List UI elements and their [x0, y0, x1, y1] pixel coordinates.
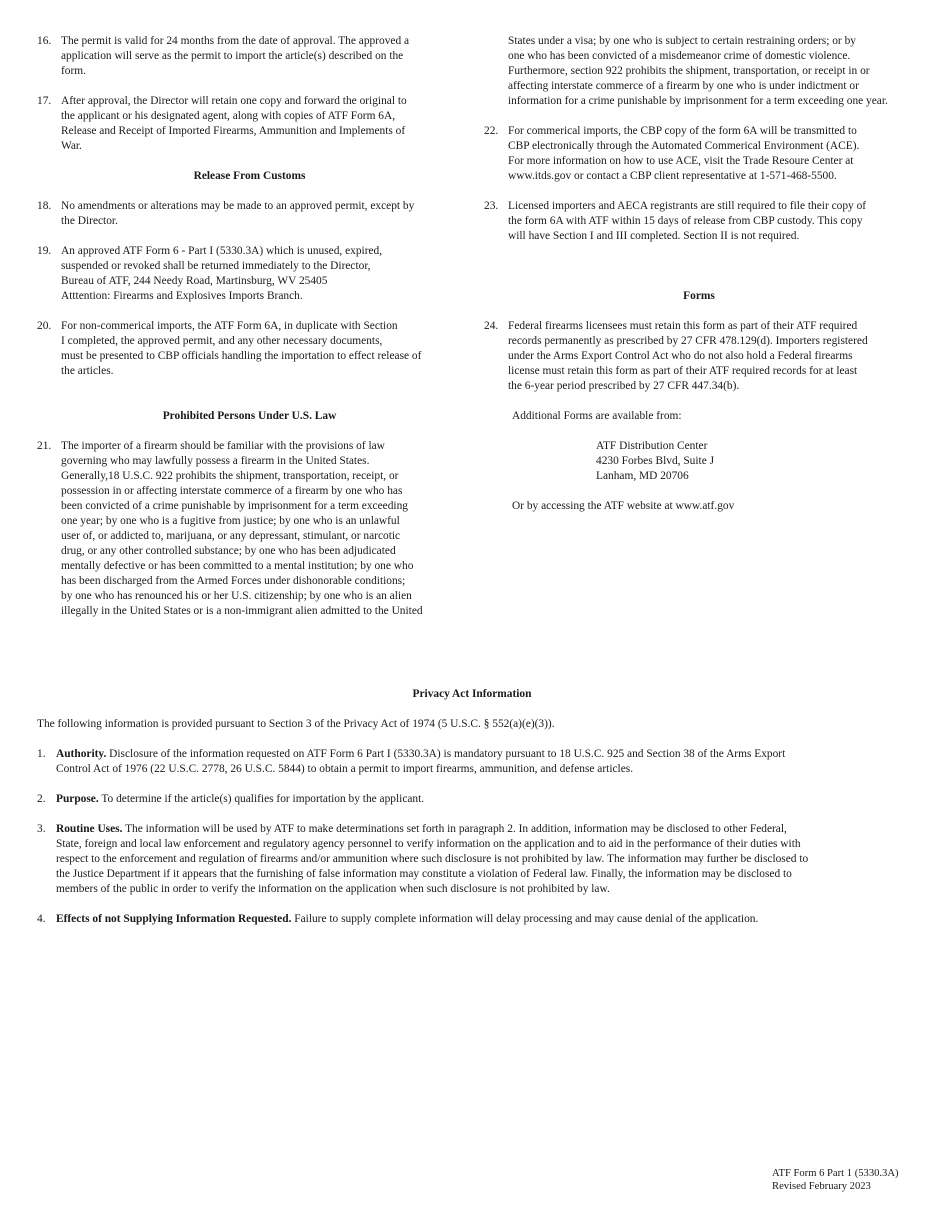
privacy-item-authority [37, 747, 907, 777]
item-text: An approved ATF Form 6 - Part I (5330.3A) which is unused, expired, suspended or revoked shall be returned immediately to the Director, Bureau of ATF, 244 Needy Road, Martinsburg, WV 25405 Atttention: Firearms and Explosives Imports Branch. [61, 245, 383, 302]
item-number: 20. [37, 320, 52, 332]
item-text: For commerical imports, the CBP copy of the form 6A will be transmitted to CBP electronically through the Automated Commerical Environment (ACE). For more information on how to use ACE, visit the Trade Resoure Center at www.itds.gov or contact a CBP client representative at 1-571-468-5500. [508, 125, 860, 182]
item-label: Purpose. [56, 793, 99, 805]
item-18 [37, 199, 462, 229]
item-number: 23. [484, 200, 499, 212]
item-text: To determine if the article(s) qualifies for importation by the applicant. [98, 793, 425, 805]
item-number: 3. [37, 823, 46, 835]
item-number: 1. [37, 748, 46, 760]
forms-heading: Forms [683, 290, 715, 302]
item-label: Authority. [56, 748, 107, 760]
item-number: 19. [37, 245, 52, 257]
item-text: Licensed importers and AECA registrants are still required to file their copy of the form 6A with ATF within 15 days of release from CBP custody. This copy will have Section I and III completed. Section II is not required. [508, 200, 867, 242]
distribution-address: ATF Distribution Center 4230 Forbes Blvd, Suite J Lanham, MD 20706 [596, 440, 715, 482]
item-number: 21. [37, 440, 52, 452]
privacy-act-section [37, 687, 907, 942]
item-number: 18. [37, 200, 52, 212]
item-label: Effects of not Supplying Information Requested. [56, 913, 292, 925]
additional-forms-note: Additional Forms are available from: [512, 410, 682, 422]
item-20 [37, 319, 462, 379]
privacy-item-purpose [37, 792, 907, 807]
item-text: States under a visa; by one who is subject to certain restraining orders; or by one who has been convicted of a misdemeanor crime of domestic violence. Furthermore, section 922 prohibits the shipment, transportation, or receipt in or affecting interstate commerce of a firearm by one who is under indictment or information for a crime punishable by imprisonment for a term exceeding one year. [508, 35, 888, 107]
item-number: 17. [37, 95, 52, 107]
item-text: Federal firearms licensees must retain this form as part of their ATF required records permanently as prescribed by 27 CFR 478.129(d). Importers registered under the Arms Export Control Act who do not also hold a Federal firearms license must retain this form as part of their ATF required records for at least the 6-year period prescribed by 27 CFR 447.34(b). [508, 320, 868, 392]
prohibited-heading: Prohibited Persons Under U.S. Law [162, 410, 337, 422]
item-number: 16. [37, 35, 52, 47]
item-text: Failure to supply complete information will delay processing and may cause denial of the application. [291, 913, 759, 925]
item-24 [484, 319, 914, 394]
privacy-item-routine-uses [37, 822, 907, 897]
item-text: For non-commerical imports, the ATF Form 6A, in duplicate with Section I completed, the approved permit, and any other necessary documents, must be presented to CBP officials handling the importation to effect release of the articles. [61, 320, 422, 377]
item-label: Routine Uses. [56, 823, 123, 835]
item-text: The permit is valid for 24 months from the date of approval. The approved a application will serve as the permit to import the article(s) described on the form. [61, 35, 410, 77]
item-21-continued [484, 34, 914, 109]
item-text: After approval, the Director will retain one copy and forward the original to the applicant or his designated agent, along with copies of ATF Form 6A, Release and Receipt of Imported Firearms, Ammunition and Implements of War. [61, 95, 407, 152]
item-number: 22. [484, 125, 499, 137]
privacy-item-effects [37, 912, 907, 927]
item-number: 2. [37, 793, 46, 805]
item-21 [37, 439, 462, 619]
right-column [484, 34, 914, 514]
item-22 [484, 124, 914, 184]
item-text: The importer of a firearm should be familiar with the provisions of law governing who may lawfully possess a firearm in the United States. Generally,18 U.S.C. 922 prohibits the shipment, transportation, receipt, or possession in or affecting interstate commerce of a firearm by one who has been convicted of a crime punishable by imprisonment for a term exceeding one year; by one who is a fugitive from justice; by one who is an unlawful user of, or addicted to, marijuana, or any depressant, stimulant, or narcotic drug, or any other controlled substance; by one who has been adjudicated mentally defective or has been committed to a mental institution; by one who has been discharged from the Armed Forces under dishonorable conditions; by one who has renounced his or her U.S. citizenship; by one who is an alien illegally in the United States or is a non-immigrant alien admitted to the United [61, 440, 423, 617]
item-text: Disclosure of the information requested on ATF Form 6 Part I (5330.3A) is mandatory pursuant to 18 U.S.C. 925 and Section 38 of the Arms Export Control Act of 1976 (22 U.S.C. 2778, 26 U.S.C. 5844) to obtain a permit to import firearms, ammunition, and defense articles. [56, 748, 786, 775]
item-number: 24. [484, 320, 499, 332]
item-23 [484, 199, 914, 244]
privacy-heading: Privacy Act Information [412, 688, 532, 700]
item-number: 4. [37, 913, 46, 925]
item-17 [37, 94, 462, 154]
website-note: Or by accessing the ATF website at www.atf.gov [512, 500, 735, 512]
release-heading: Release From Customs [193, 170, 306, 182]
item-16 [37, 34, 462, 79]
privacy-intro: The following information is provided pursuant to Section 3 of the Privacy Act of 1974 (5 U.S.C. § 552(a)(e)(3)). [37, 718, 555, 730]
form-identifier: ATF Form 6 Part 1 (5330.3A) Revised February 2023 [772, 1168, 899, 1192]
item-text: No amendments or alterations may be made to an approved permit, except by the Director. [61, 200, 415, 227]
item-19 [37, 244, 462, 304]
item-text: The information will be used by ATF to make determinations set forth in paragraph 2. In addition, information may be disclosed to other Federal, State, foreign and local law enforcement and regulatory agency personnel to verify information on the application and to aid in the performance of their duties with respect to the enforcement and regulation of firearms and/or ammunition where such disclosure is not prohibited by law. The information may further be disclosed to the Justice Department if it appears that the furnishing of false information may constitute a violation of Federal law. Finally, the information may be disclosed to members of the public in order to verify the information on the application when such disclosure is not prohibited by law. [56, 823, 809, 895]
left-column [37, 34, 462, 634]
